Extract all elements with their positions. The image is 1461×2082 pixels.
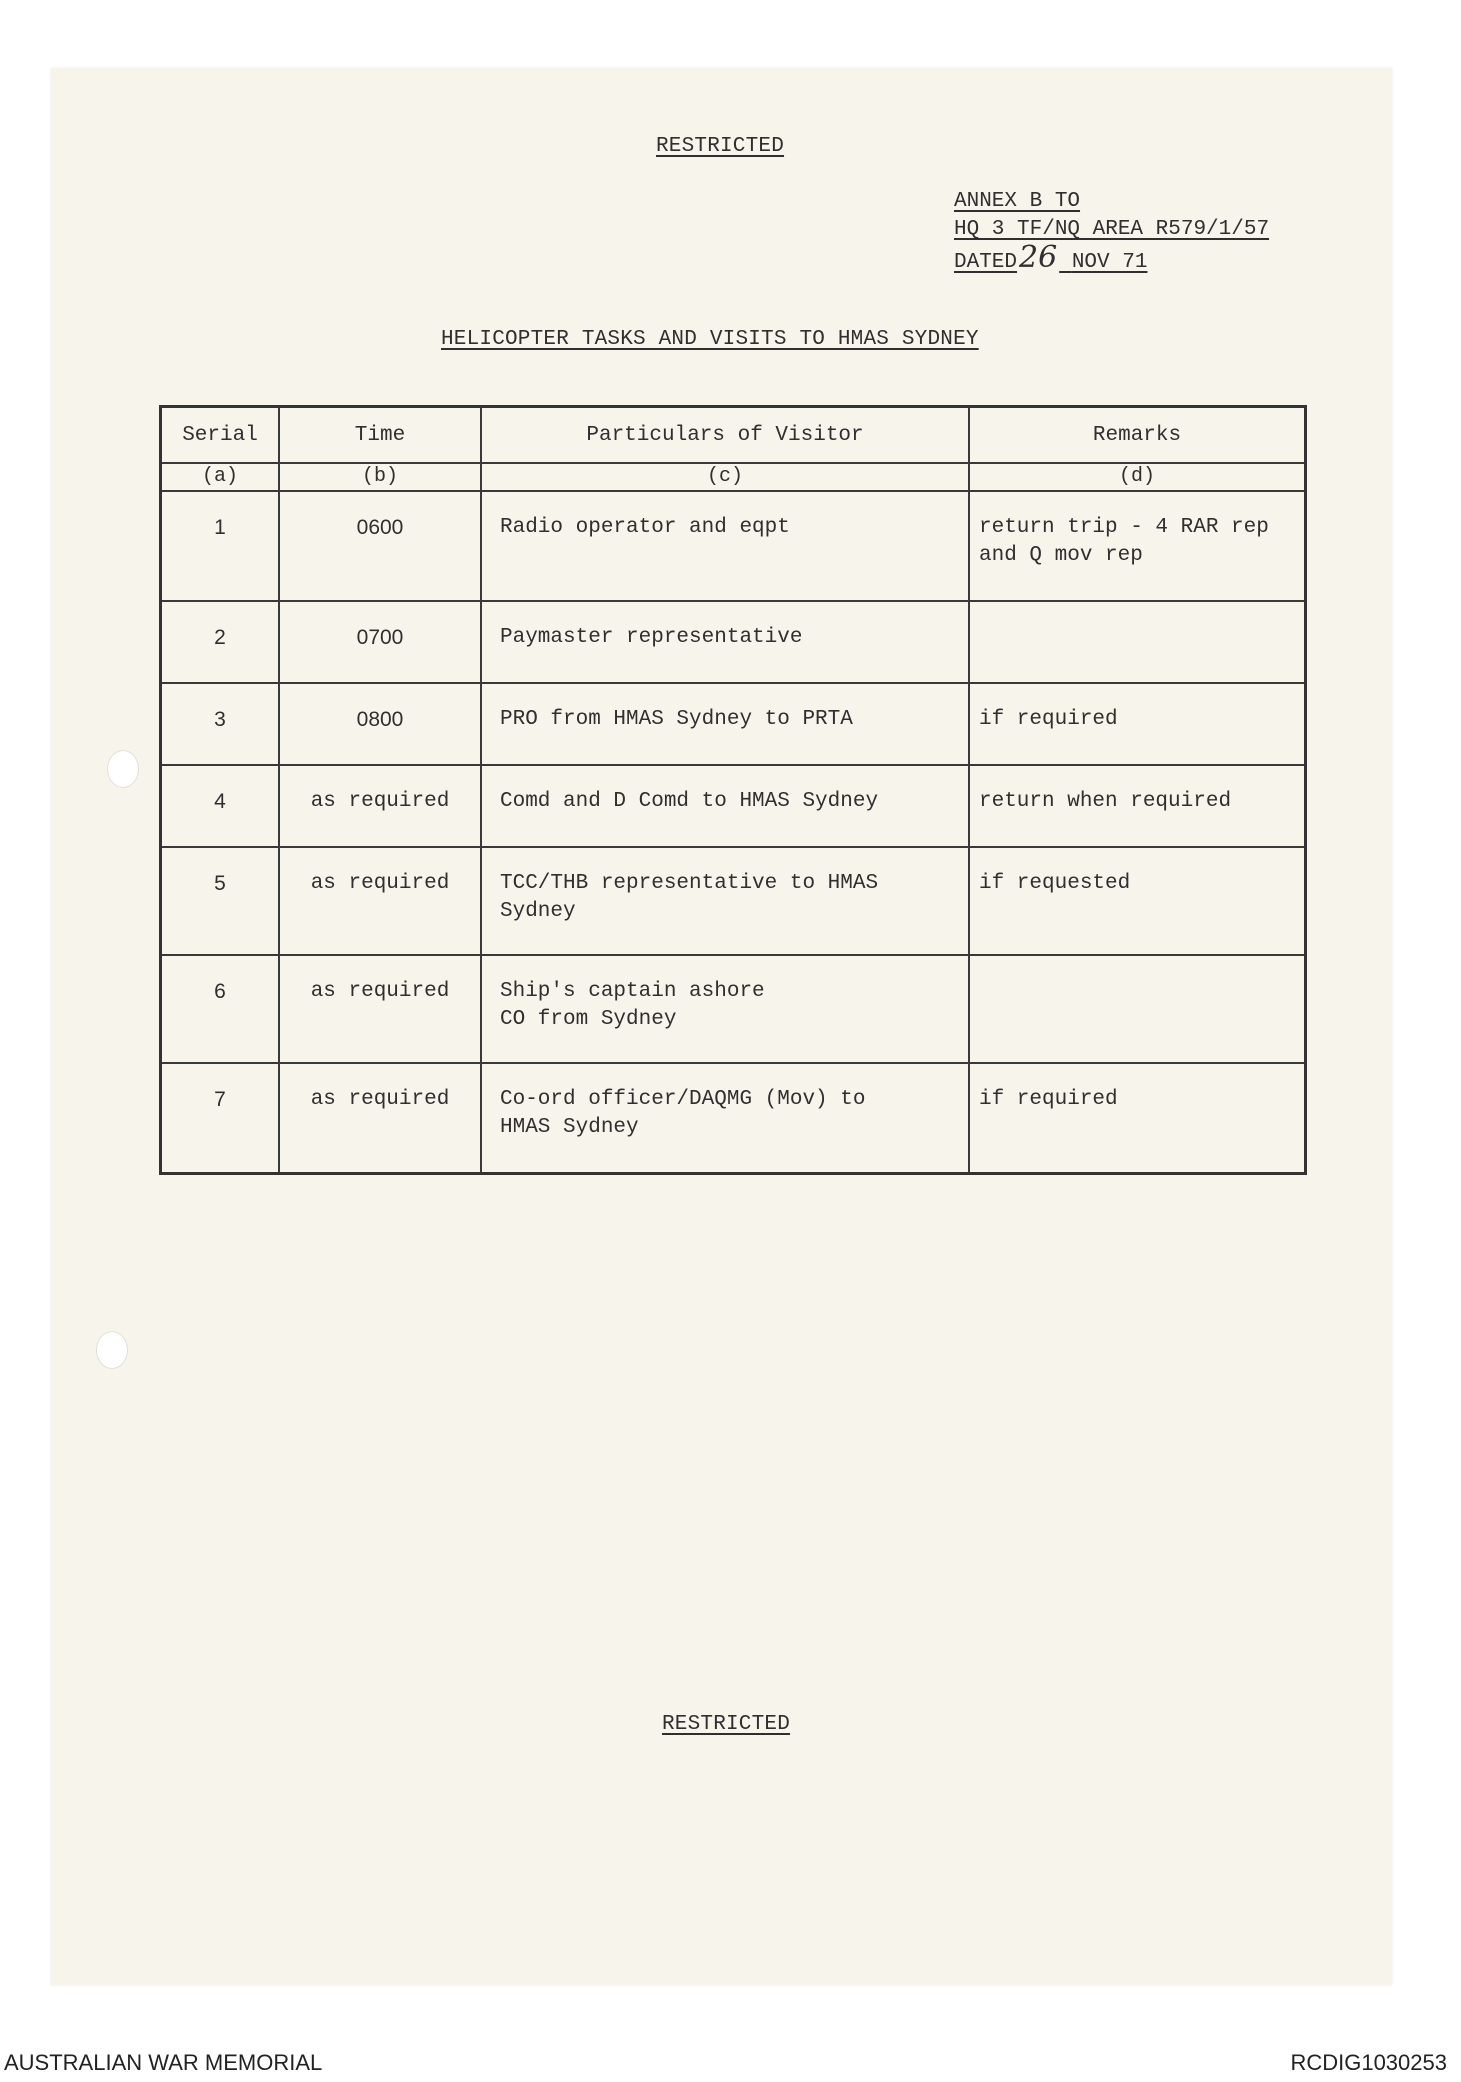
remarks-cell bbox=[969, 683, 1306, 765]
table-row bbox=[161, 491, 1306, 601]
particulars-line: PRO from HMAS Sydney to PRTA bbox=[500, 708, 853, 731]
column-letter-d: (d) bbox=[969, 463, 1306, 491]
tasks-table bbox=[159, 405, 1307, 1175]
particulars-line: HMAS Sydney bbox=[500, 1116, 639, 1139]
column-letter-a: (a) bbox=[161, 463, 280, 491]
time-cell: 0800 bbox=[279, 683, 481, 765]
remarks-line: and Q mov rep bbox=[979, 544, 1143, 567]
punch-hole-upper bbox=[107, 750, 139, 788]
classification-footer: RESTRICTED bbox=[662, 1713, 791, 1736]
particulars-cell bbox=[481, 955, 969, 1063]
annex-dated-line bbox=[954, 240, 1269, 277]
particulars-line: Radio operator and eqpt bbox=[500, 516, 790, 539]
remarks-line: if required bbox=[979, 708, 1118, 731]
annex-line-2: HQ 3 TF/NQ AREA R579/1/57 bbox=[954, 218, 1270, 241]
particulars-line: Co-ord officer/DAQMG (Mov) to bbox=[500, 1088, 866, 1111]
particulars-cell bbox=[481, 765, 969, 847]
remarks-line: return trip - 4 RAR rep bbox=[979, 516, 1269, 539]
table-row bbox=[161, 765, 1306, 847]
particulars-cell bbox=[481, 491, 969, 601]
serial-cell: 4 bbox=[161, 765, 280, 847]
particulars-line: Comd and D Comd to HMAS Sydney bbox=[500, 790, 879, 813]
annex-dated-day-handwritten: 26 bbox=[1019, 240, 1058, 275]
column-header-serial: Serial bbox=[161, 407, 280, 464]
archive-credit: AUSTRALIAN WAR MEMORIAL bbox=[4, 2050, 323, 2075]
annex-line-1: ANNEX B TO bbox=[954, 190, 1081, 213]
table-row bbox=[161, 601, 1306, 683]
time-cell: 0700 bbox=[279, 601, 481, 683]
table-row bbox=[161, 683, 1306, 765]
column-letter-c: (c) bbox=[481, 463, 969, 491]
annex-dated-prefix: DATED bbox=[954, 251, 1018, 274]
remarks-cell bbox=[969, 847, 1306, 955]
annex-reference-block bbox=[954, 188, 1269, 277]
punch-hole-lower bbox=[96, 1331, 128, 1369]
column-header-remarks: Remarks bbox=[969, 407, 1306, 464]
remarks-cell bbox=[969, 1063, 1306, 1173]
remarks-cell bbox=[969, 765, 1306, 847]
annex-dated-suffix: NOV 71 bbox=[1071, 251, 1148, 274]
time-cell: 0600 bbox=[279, 491, 481, 601]
particulars-cell bbox=[481, 1063, 969, 1173]
time-cell: as required bbox=[279, 765, 481, 847]
archive-reference: RCDIG1030253 bbox=[1290, 2050, 1447, 2075]
table-row bbox=[161, 847, 1306, 955]
time-cell: as required bbox=[279, 1063, 481, 1173]
particulars-cell bbox=[481, 683, 969, 765]
column-header-time: Time bbox=[279, 407, 481, 464]
remarks-cell bbox=[969, 601, 1306, 683]
particulars-line: Ship's captain ashore bbox=[500, 980, 765, 1003]
table-header-row bbox=[161, 407, 1306, 464]
classification-header: RESTRICTED bbox=[656, 135, 785, 158]
time-cell: as required bbox=[279, 847, 481, 955]
column-letter-row bbox=[161, 463, 1306, 491]
serial-cell: 2 bbox=[161, 601, 280, 683]
remarks-line: return when required bbox=[979, 790, 1232, 813]
serial-cell: 7 bbox=[161, 1063, 280, 1173]
serial-cell: 5 bbox=[161, 847, 280, 955]
serial-cell: 1 bbox=[161, 491, 280, 601]
particulars-cell bbox=[481, 601, 969, 683]
particulars-cell bbox=[481, 847, 969, 955]
remarks-line: if required bbox=[979, 1088, 1118, 1111]
serial-cell: 6 bbox=[161, 955, 280, 1063]
column-letter-b: (b) bbox=[279, 463, 481, 491]
serial-cell: 3 bbox=[161, 683, 280, 765]
remarks-line: if requested bbox=[979, 872, 1131, 895]
remarks-cell bbox=[969, 491, 1306, 601]
time-cell: as required bbox=[279, 955, 481, 1063]
table-row bbox=[161, 955, 1306, 1063]
document-title: HELICOPTER TASKS AND VISITS TO HMAS SYDNEY bbox=[441, 328, 979, 351]
remarks-cell bbox=[969, 955, 1306, 1063]
particulars-line: CO from Sydney bbox=[500, 1008, 677, 1031]
column-header-particulars: Particulars of Visitor bbox=[481, 407, 969, 464]
table-row bbox=[161, 1063, 1306, 1173]
particulars-line: TCC/THB representative to HMAS bbox=[500, 872, 879, 895]
particulars-line: Sydney bbox=[500, 900, 576, 923]
particulars-line: Paymaster representative bbox=[500, 626, 803, 649]
